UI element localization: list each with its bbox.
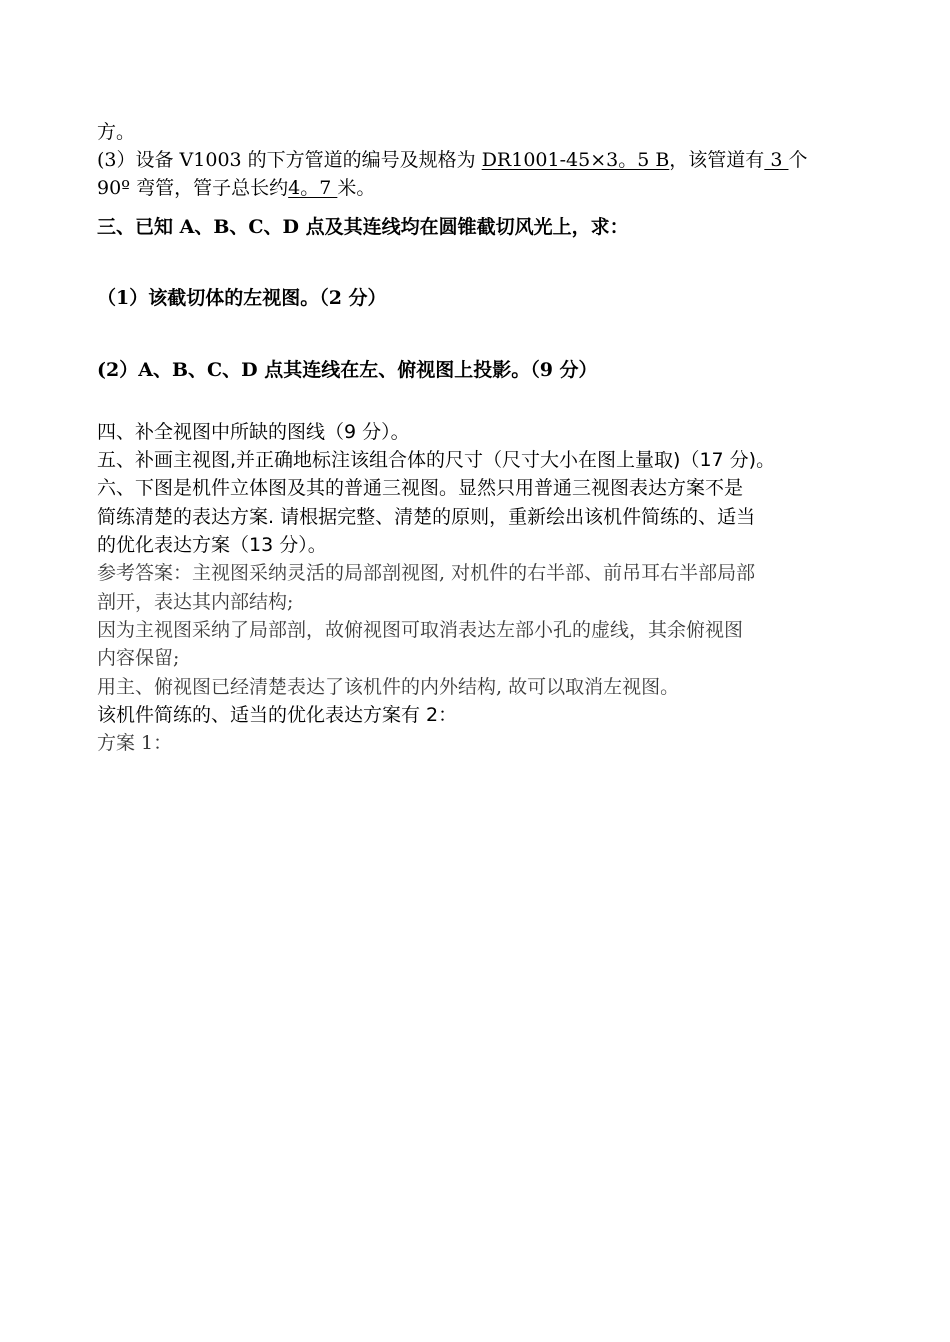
answer-text: 内容保留; xyxy=(97,647,180,669)
answer-text: 用主、俯视图已经清楚表达了该机件的内外结构, 故可以取消左视图。 xyxy=(97,676,680,698)
bend-count-answer: 3 xyxy=(764,149,789,171)
answer-text: 方案 1： xyxy=(97,732,173,754)
answer-line-5 xyxy=(97,673,679,701)
question-text: 三、已知 A、B、C、D 点及其连线均在圆锥截切风光上，求： xyxy=(97,216,629,238)
question-4 xyxy=(97,418,410,446)
answer-line-6 xyxy=(97,701,457,729)
text-fragment: 90º 弯管，管子总长约 xyxy=(97,177,289,199)
answer-line-1 xyxy=(97,559,755,587)
text-fragment: 个 xyxy=(788,149,808,171)
question-text: 五、补画主视图,并正确地标注该组合体的尺寸（尺寸大小在图上量取)（17 分)。 xyxy=(97,449,776,471)
answer-line-4 xyxy=(97,644,179,672)
answer-line-7 xyxy=(97,729,172,757)
answer-text: 该机件简练的、适当的优化表达方案有 2： xyxy=(97,704,458,726)
question-5 xyxy=(97,446,775,474)
answer-text: 参考答案：主视图采纳灵活的局部剖视图, 对机件的右半部、前吊耳右半部局部 xyxy=(97,562,756,584)
question-3-part-2 xyxy=(97,356,598,384)
pipe-length-answer: 4。7 xyxy=(288,177,338,199)
question-text: 简练清楚的表达方案. 请根据完整、清楚的原则，重新绘出该机件简练的、适当 xyxy=(97,506,756,528)
text-line-pipe-length xyxy=(97,174,375,202)
question-3-heading xyxy=(97,213,629,241)
question-text: 的优化表达方案（13 分）。 xyxy=(97,534,327,556)
text-fragment: 方。 xyxy=(97,121,136,143)
question-text: （1）该截切体的左视图。（2 分） xyxy=(97,287,387,309)
answer-text: 因为主视图采纳了局部剖，故俯视图可取消表达左部小孔的虚线，其余俯视图 xyxy=(97,619,744,641)
question-text: (2）A、B、C、D 点其连线在左、俯视图上投影。（9 分） xyxy=(97,359,598,381)
question-text: 四、补全视图中所缺的图线（9 分）。 xyxy=(97,421,410,443)
answer-line-2 xyxy=(97,588,293,616)
question-6-line-1 xyxy=(97,474,743,502)
text-fragment: ，该管道有 xyxy=(669,149,765,171)
question-6-line-3 xyxy=(97,531,327,559)
question-3-part-1 xyxy=(97,284,387,312)
answer-line-3 xyxy=(97,616,743,644)
text-fragment: 米。 xyxy=(337,177,376,199)
text-fragment: (3）设备 V1003 的下方管道的编号及规格为 xyxy=(97,149,482,171)
text-line-continuation xyxy=(97,118,135,146)
question-6-line-2 xyxy=(97,503,755,531)
answer-text: 剖开，表达其内部结构; xyxy=(97,591,294,613)
question-text: 六、下图是机件立体图及其的普通三视图。显然只用普通三视图表达方案不是 xyxy=(97,477,744,499)
pipe-code-answer: DR1001-45×3。5 B xyxy=(481,149,670,171)
text-line-pipe-spec xyxy=(97,146,808,174)
